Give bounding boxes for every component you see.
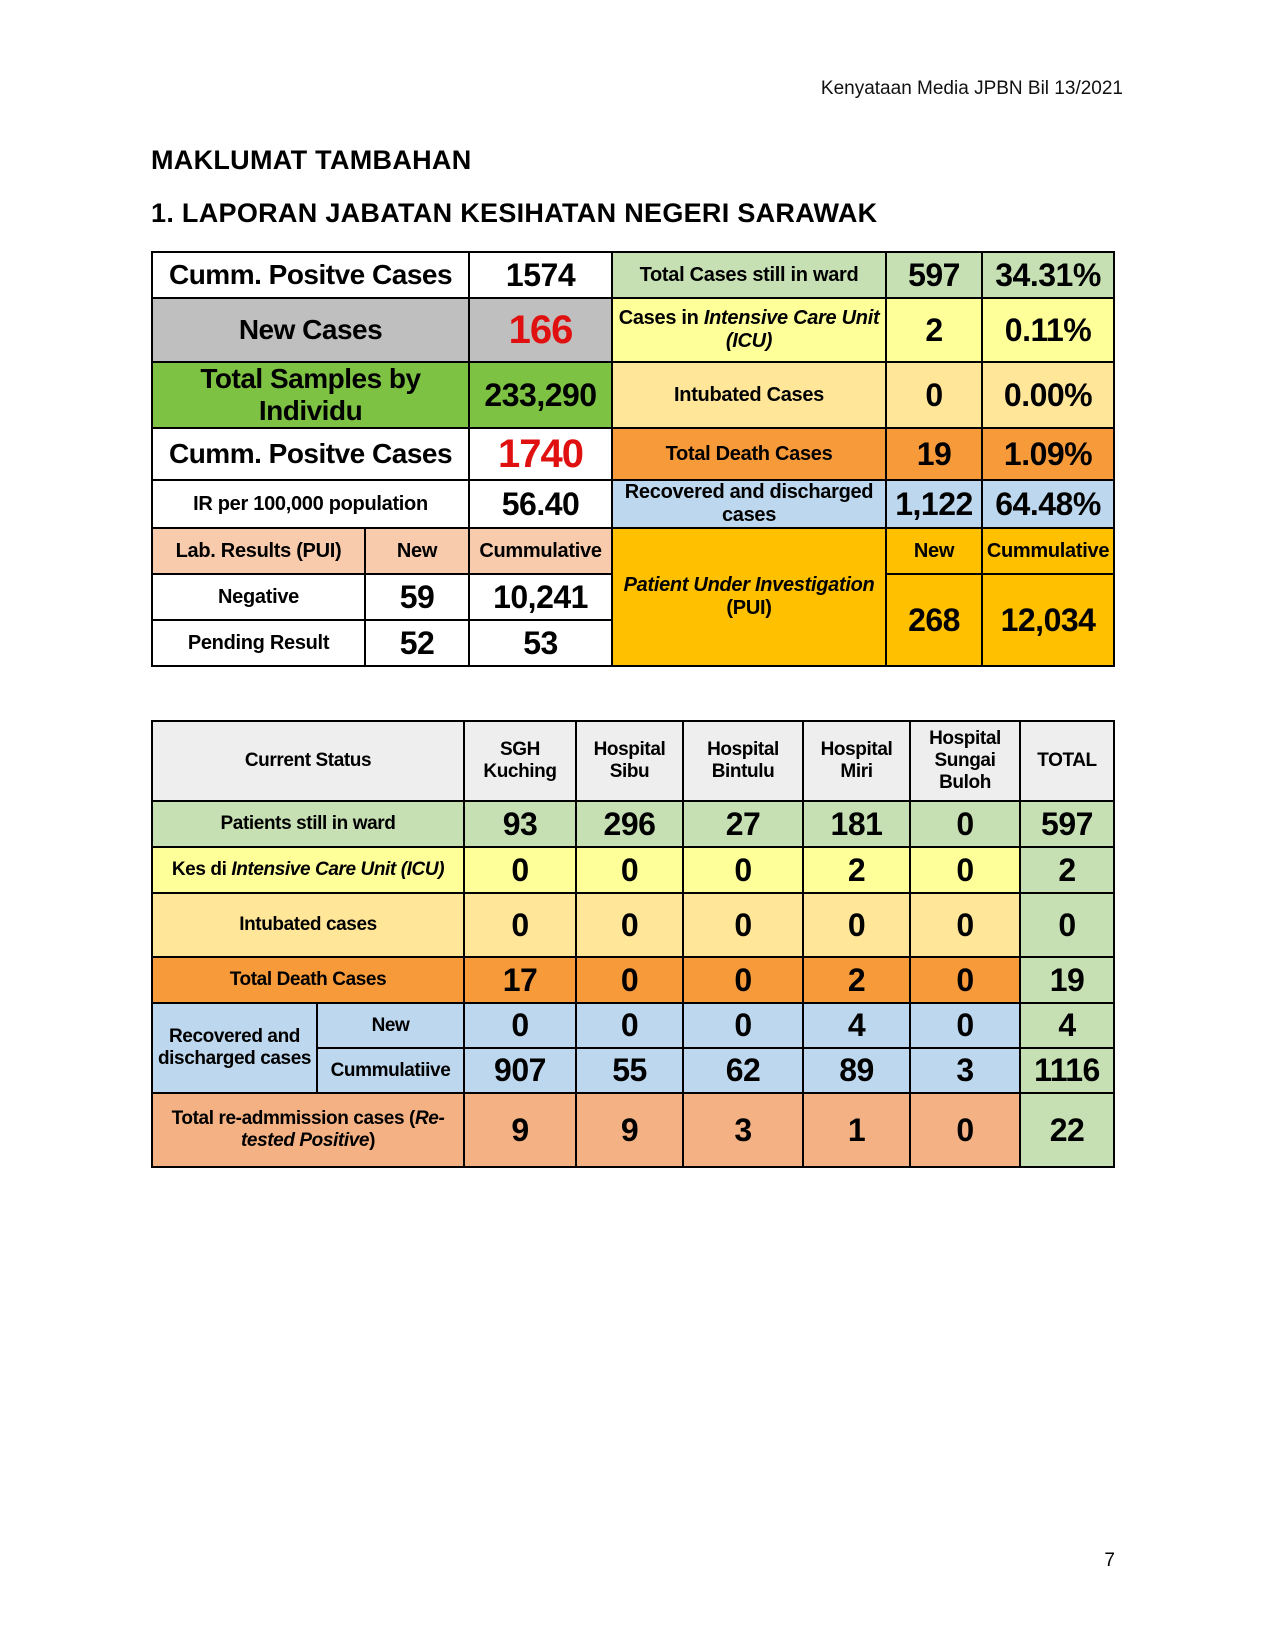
readmit-cell: 9 — [576, 1093, 683, 1167]
hospital-header: Hospital Sibu — [576, 721, 683, 801]
icu-cell: 2 — [803, 847, 910, 893]
recovered-cumm-cell: 55 — [576, 1048, 683, 1093]
intubated-row-label: Intubated cases — [152, 893, 464, 957]
ir-value: 56.40 — [469, 480, 612, 528]
intubated-cell: 0 — [803, 893, 910, 957]
lab-header: Lab. Results (PUI) — [152, 528, 365, 574]
death-label: Total Death Cases — [612, 428, 886, 480]
recovered-new-cell: 4 — [803, 1003, 910, 1048]
new-cases-label: New Cases — [152, 298, 469, 362]
death-value: 19 — [886, 428, 982, 480]
icu-cell: 0 — [576, 847, 683, 893]
readmit-label-close: ) — [369, 1130, 376, 1151]
negative-label: Negative — [152, 574, 365, 620]
ward-label: Total Cases still in ward — [612, 252, 886, 298]
recovered-cumm-cell: 3 — [910, 1048, 1020, 1093]
recovered-new-total: 4 — [1020, 1003, 1114, 1048]
icu-pct: 0.11% — [982, 298, 1114, 362]
intubated-value: 0 — [886, 362, 982, 428]
readmit-row-label — [152, 1093, 464, 1167]
recovered-new-cell: 0 — [464, 1003, 576, 1048]
hospital-header: Hospital Bintulu — [683, 721, 803, 801]
death-cell: 0 — [576, 957, 683, 1003]
hospital-status-table — [151, 720, 1115, 1168]
intubated-cell: 0 — [576, 893, 683, 957]
recovered-row-label: Recovered and discharged cases — [152, 1003, 317, 1093]
pui-label — [612, 528, 886, 666]
icu-row-text: Kes di — [171, 859, 232, 880]
recovered-value: 1,122 — [886, 480, 982, 528]
recovered-new-label: New — [317, 1003, 464, 1048]
summary-table — [151, 251, 1115, 667]
pui-label-text: (PUI) — [726, 597, 772, 619]
ward-value: 597 — [886, 252, 982, 298]
report-title: 1. LAPORAN JABATAN KESIHATAN NEGERI SARAWAK — [151, 198, 878, 228]
negative-new: 59 — [365, 574, 469, 620]
section-heading: MAKLUMAT TAMBAHAN — [151, 145, 472, 175]
pui-label-italic: Patient Under Investigation — [623, 574, 875, 596]
death-row-label: Total Death Cases — [152, 957, 464, 1003]
ward-cell: 296 — [576, 801, 683, 847]
recovered-cumm-label: Cummulatiive — [317, 1048, 464, 1093]
readmit-cell: 1 — [803, 1093, 910, 1167]
pending-cumm: 53 — [469, 620, 612, 666]
lab-cumm-header: Cummulative — [469, 528, 612, 574]
icu-total: 2 — [1020, 847, 1114, 893]
icu-value: 2 — [886, 298, 982, 362]
readmit-label-text: Total re-admmission cases ( — [171, 1108, 415, 1129]
intubated-cell: 0 — [683, 893, 803, 957]
ward-cell: 93 — [464, 801, 576, 847]
death-pct: 1.09% — [982, 428, 1114, 480]
recovered-cumm-cell: 89 — [803, 1048, 910, 1093]
death-total: 19 — [1020, 957, 1114, 1003]
icu-label — [612, 298, 886, 362]
ir-label: IR per 100,000 population — [152, 480, 469, 528]
intubated-cell: 0 — [464, 893, 576, 957]
ward-total: 597 — [1020, 801, 1114, 847]
death-cell: 2 — [803, 957, 910, 1003]
recovered-new-cell: 0 — [910, 1003, 1020, 1048]
cumm-prev-value: 1574 — [469, 252, 612, 298]
pending-label: Pending Result — [152, 620, 365, 666]
samples-label: Total Samples by Individu — [152, 362, 469, 428]
hospital-header: Hospital Sungai Buloh — [910, 721, 1020, 801]
icu-label-text: Cases in — [618, 307, 704, 329]
death-cell: 17 — [464, 957, 576, 1003]
icu-row-label — [152, 847, 464, 893]
hospital-header: SGH Kuching — [464, 721, 576, 801]
icu-label-italic: Intensive Care Unit (ICU) — [703, 307, 880, 352]
total-header: TOTAL — [1020, 721, 1114, 801]
new-cases-value: 166 — [469, 298, 612, 362]
ward-row-label: Patients still in ward — [152, 801, 464, 847]
ward-cell: 0 — [910, 801, 1020, 847]
cumm-prev-label: Cumm. Positve Cases — [152, 252, 469, 298]
readmit-label-italic: Re-tested Positive — [240, 1108, 445, 1151]
cumm-label: Cumm. Positve Cases — [152, 428, 469, 480]
recovered-label: Recovered and discharged cases — [612, 480, 886, 528]
recovered-new-cell: 0 — [576, 1003, 683, 1048]
ward-pct: 34.31% — [982, 252, 1114, 298]
ward-cell: 27 — [683, 801, 803, 847]
intubated-cell: 0 — [910, 893, 1020, 957]
icu-cell: 0 — [683, 847, 803, 893]
intubated-label: Intubated Cases — [612, 362, 886, 428]
readmit-cell: 3 — [683, 1093, 803, 1167]
lab-new-header: New — [365, 528, 469, 574]
recovered-pct: 64.48% — [982, 480, 1114, 528]
recovered-cumm-total: 1116 — [1020, 1048, 1114, 1093]
icu-row-italic: Intensive Care Unit (ICU) — [231, 859, 445, 880]
document-header: Kenyataan Media JPBN Bil 13/2021 — [820, 78, 1123, 99]
readmit-cell: 9 — [464, 1093, 576, 1167]
ward-cell: 181 — [803, 801, 910, 847]
recovered-cumm-cell: 907 — [464, 1048, 576, 1093]
intubated-total: 0 — [1020, 893, 1114, 957]
icu-cell: 0 — [464, 847, 576, 893]
cumm-value: 1740 — [469, 428, 612, 480]
icu-cell: 0 — [910, 847, 1020, 893]
intubated-pct: 0.00% — [982, 362, 1114, 428]
readmit-cell: 0 — [910, 1093, 1020, 1167]
recovered-new-cell: 0 — [683, 1003, 803, 1048]
negative-cumm: 10,241 — [469, 574, 612, 620]
pui-new-value: 268 — [886, 574, 982, 666]
pui-new-header: New — [886, 528, 982, 574]
death-cell: 0 — [910, 957, 1020, 1003]
readmit-total: 22 — [1020, 1093, 1114, 1167]
death-cell: 0 — [683, 957, 803, 1003]
hospital-header: Hospital Miri — [803, 721, 910, 801]
pui-cumm-header: Cummulative — [982, 528, 1114, 574]
page-number: 7 — [1104, 1550, 1115, 1571]
pui-cumm-value: 12,034 — [982, 574, 1114, 666]
recovered-cumm-cell: 62 — [683, 1048, 803, 1093]
samples-value: 233,290 — [469, 362, 612, 428]
pending-new: 52 — [365, 620, 469, 666]
status-header: Current Status — [152, 721, 464, 801]
